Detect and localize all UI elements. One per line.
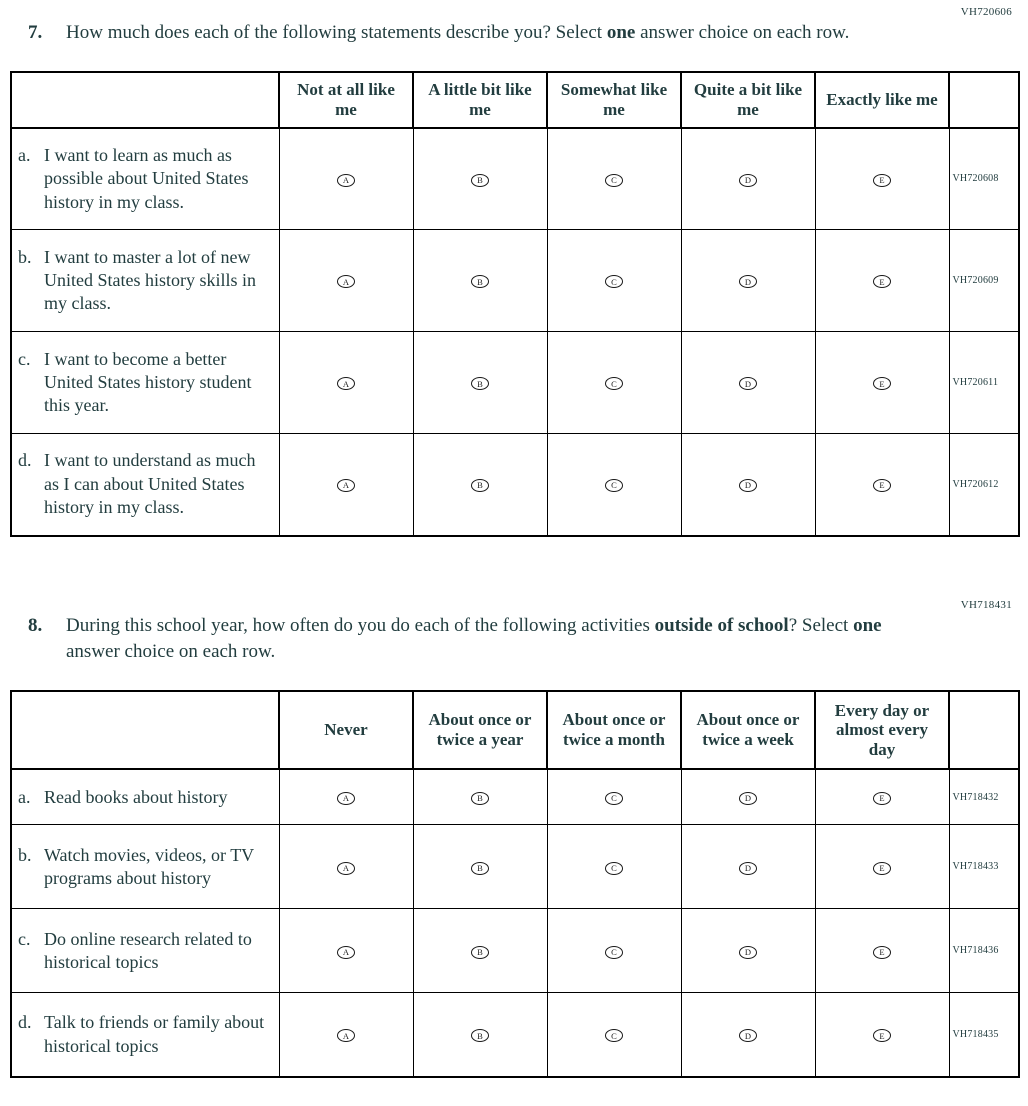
answer-cell (681, 332, 815, 434)
answer-bubble-d[interactable]: D (739, 1029, 757, 1042)
answer-bubble-d[interactable]: D (739, 862, 757, 875)
row-letter: a. (18, 144, 31, 165)
answer-bubble-b[interactable]: B (471, 377, 489, 390)
answer-cell (815, 434, 949, 536)
answer-bubble-a[interactable]: A (337, 862, 355, 875)
answer-cell (681, 128, 815, 230)
statement-cell (11, 332, 279, 434)
row-text: I want to understand as much as I can about United States history in my class. (44, 450, 256, 518)
statement-cell (11, 128, 279, 230)
answer-cell (681, 909, 815, 993)
table-row-q8d (11, 993, 1019, 1077)
question-8 (28, 613, 1018, 666)
column-header: Never (279, 691, 413, 769)
table-row-q8a (11, 769, 1019, 825)
answer-bubble-d[interactable]: D (739, 792, 757, 805)
answer-cell (413, 909, 547, 993)
row-letter: a. (18, 786, 31, 807)
answer-cell (413, 332, 547, 434)
question-8-number: 8. (28, 614, 43, 636)
answer-bubble-d[interactable]: D (739, 479, 757, 492)
answer-bubble-a[interactable]: A (337, 479, 355, 492)
answer-cell (279, 332, 413, 434)
answer-bubble-c[interactable]: C (605, 946, 623, 959)
answer-bubble-e[interactable]: E (873, 946, 891, 959)
answer-cell (815, 769, 949, 825)
empty-header (949, 72, 1019, 128)
answer-bubble-d[interactable]: D (739, 275, 757, 288)
statement-cell (11, 434, 279, 536)
answer-bubble-c[interactable]: C (605, 275, 623, 288)
row-letter: c. (18, 348, 31, 369)
statement-cell (11, 825, 279, 909)
answer-cell (547, 993, 681, 1077)
answer-bubble-b[interactable]: B (471, 862, 489, 875)
answer-cell (279, 434, 413, 536)
table-row-q7d (11, 434, 1019, 536)
answer-cell (681, 993, 815, 1077)
prompt-bold: one (606, 22, 636, 44)
row-text: Do online research related to historical topics (44, 928, 252, 972)
row-text: I want to master a lot of new United States history skills in my class. (44, 246, 257, 314)
answer-bubble-e[interactable]: E (873, 377, 891, 390)
item-code: VH720608 (949, 128, 1019, 230)
answer-bubble-a[interactable]: A (337, 174, 355, 187)
column-header: About once or twice a week (681, 691, 815, 769)
question-7-prompt (66, 20, 849, 47)
answer-bubble-e[interactable]: E (873, 479, 891, 492)
answer-bubble-b[interactable]: B (471, 792, 489, 805)
table-row-q7c (11, 332, 1019, 434)
prompt-bold: outside of school (654, 614, 789, 636)
answer-cell (815, 825, 949, 909)
answer-bubble-b[interactable]: B (471, 1029, 489, 1042)
answer-bubble-e[interactable]: E (873, 862, 891, 875)
header-row (11, 691, 1019, 769)
column-header: Every day or almost every day (815, 691, 949, 769)
answer-bubble-e[interactable]: E (873, 792, 891, 805)
row-letter: d. (18, 1012, 32, 1033)
answer-bubble-a[interactable]: A (337, 1029, 355, 1042)
answer-bubble-b[interactable]: B (471, 479, 489, 492)
answer-cell (547, 769, 681, 825)
answer-bubble-b[interactable]: B (471, 174, 489, 187)
answer-bubble-e[interactable]: E (873, 1029, 891, 1042)
question-7-table (10, 71, 1020, 537)
form-code-q7: VH720606 (960, 6, 1012, 18)
prompt-text: answer choice on each row. (635, 22, 850, 44)
column-header: About once or twice a year (413, 691, 547, 769)
answer-bubble-c[interactable]: C (605, 377, 623, 390)
question-7 (28, 20, 1018, 47)
answer-cell (279, 993, 413, 1077)
answer-cell (413, 825, 547, 909)
answer-bubble-c[interactable]: C (605, 479, 623, 492)
table-row-q8b (11, 825, 1019, 909)
answer-cell (547, 230, 681, 332)
answer-bubble-b[interactable]: B (471, 946, 489, 959)
answer-cell (279, 128, 413, 230)
item-code: VH720611 (949, 332, 1019, 434)
form-code-q8: VH718431 (960, 598, 1012, 611)
item-code: VH718435 (949, 993, 1019, 1077)
answer-bubble-a[interactable]: A (337, 275, 355, 288)
answer-cell (681, 434, 815, 536)
answer-bubble-e[interactable]: E (873, 275, 891, 288)
empty-header (11, 691, 279, 769)
row-text: I want to become a better United States history student this year. (44, 348, 252, 416)
answer-bubble-d[interactable]: D (739, 377, 757, 390)
answer-bubble-c[interactable]: C (605, 174, 623, 187)
answer-cell (413, 993, 547, 1077)
prompt-bold: one (853, 614, 882, 636)
statement-cell (11, 769, 279, 825)
empty-header (11, 72, 279, 128)
row-letter: b. (18, 844, 32, 865)
answer-cell (547, 434, 681, 536)
row-text: Watch movies, videos, or TV programs about history (44, 844, 254, 888)
answer-cell (815, 332, 949, 434)
answer-cell (547, 128, 681, 230)
table-row-q7a (11, 128, 1019, 230)
answer-bubble-a[interactable]: A (337, 377, 355, 390)
answer-cell (681, 230, 815, 332)
table-row-q8c (11, 909, 1019, 993)
answer-bubble-e[interactable]: E (873, 174, 891, 187)
answer-cell (815, 128, 949, 230)
header-row (11, 72, 1019, 128)
answer-bubble-d[interactable]: D (739, 946, 757, 959)
column-header: Somewhat like me (547, 72, 681, 128)
answer-cell (413, 128, 547, 230)
answer-cell (681, 825, 815, 909)
table-row-q7b (11, 230, 1019, 332)
answer-bubble-b[interactable]: B (471, 275, 489, 288)
answer-cell (815, 230, 949, 332)
answer-cell (279, 825, 413, 909)
answer-bubble-c[interactable]: C (605, 1029, 623, 1042)
item-code: VH720609 (949, 230, 1019, 332)
statement-cell (11, 230, 279, 332)
answer-bubble-a[interactable]: A (337, 792, 355, 805)
answer-cell (547, 825, 681, 909)
item-code: VH718436 (949, 909, 1019, 993)
answer-cell (279, 769, 413, 825)
answer-bubble-c[interactable]: C (605, 862, 623, 875)
item-code: VH718432 (949, 769, 1019, 825)
answer-cell (815, 909, 949, 993)
question-8-prompt (66, 613, 916, 666)
answer-cell (815, 993, 949, 1077)
statement-cell (11, 993, 279, 1077)
column-header: About once or twice a month (547, 691, 681, 769)
answer-bubble-d[interactable]: D (739, 174, 757, 187)
answer-cell (413, 769, 547, 825)
answer-cell (413, 230, 547, 332)
answer-cell (279, 230, 413, 332)
row-text: Talk to friends or family about historical topics (44, 1012, 265, 1056)
prompt-text: During this school year, how often do you do each of the following activities (66, 614, 655, 636)
item-code: VH718433 (949, 825, 1019, 909)
prompt-text: ? Select (788, 614, 854, 636)
row-letter: b. (18, 246, 32, 267)
answer-cell (547, 332, 681, 434)
row-letter: c. (18, 928, 31, 949)
answer-bubble-c[interactable]: C (605, 792, 623, 805)
answer-bubble-a[interactable]: A (337, 946, 355, 959)
column-header: Not at all like me (279, 72, 413, 128)
answer-cell (547, 909, 681, 993)
column-header: A little bit like me (413, 72, 547, 128)
column-header: Quite a bit like me (681, 72, 815, 128)
answer-cell (681, 769, 815, 825)
prompt-text: How much does each of the following statements describe you? Select (66, 22, 607, 44)
item-code: VH720612 (949, 434, 1019, 536)
empty-header (949, 691, 1019, 769)
answer-cell (279, 909, 413, 993)
question-7-number: 7. (28, 22, 43, 44)
row-text: I want to learn as much as possible about United States history in my class. (44, 144, 249, 212)
column-header: Exactly like me (815, 72, 949, 128)
row-letter: d. (18, 450, 32, 471)
row-text: Read books about history (44, 786, 228, 807)
statement-cell (11, 909, 279, 993)
prompt-text: answer choice on each row. (66, 641, 276, 663)
answer-cell (413, 434, 547, 536)
question-8-table (10, 690, 1020, 1078)
